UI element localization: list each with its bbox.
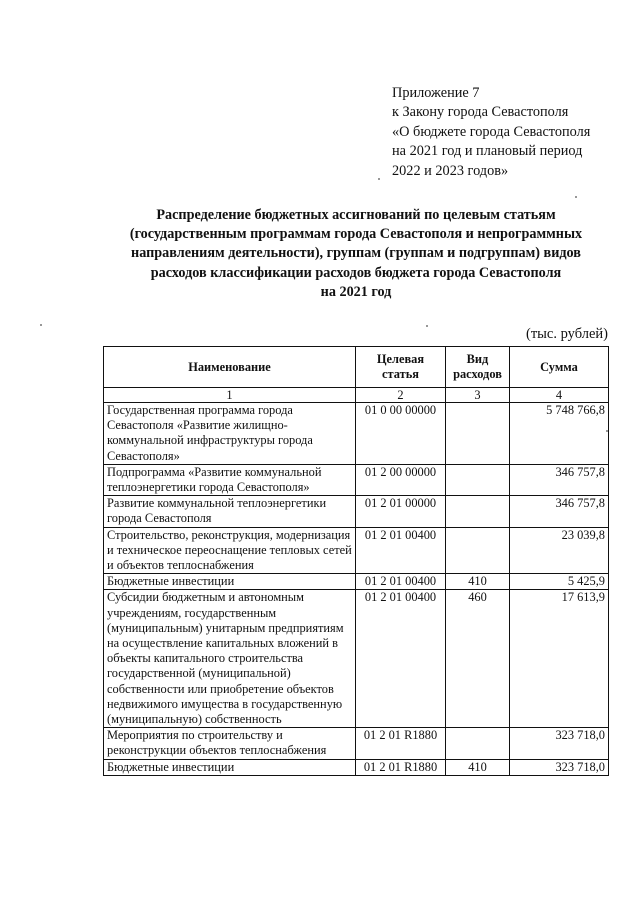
title-line: на 2021 год	[320, 283, 392, 300]
row-code: 01 2 00 00000	[356, 464, 446, 495]
row-name: Бюджетные инвестиции	[104, 759, 356, 775]
header-target-article: Целевая статья	[356, 347, 446, 388]
title-line: направлениям деятельности), группам (группам и подгруппам) видов	[131, 245, 581, 262]
row-name: Мероприятия по строительству и реконструкции объектов теплоснабжения	[104, 728, 356, 759]
table-row	[104, 728, 609, 759]
document-title	[96, 206, 616, 302]
table-row	[104, 496, 609, 527]
row-name: Бюджетные инвестиции	[104, 574, 356, 590]
table-row	[104, 527, 609, 574]
table-row	[104, 759, 609, 775]
column-number-row	[104, 388, 609, 403]
row-name: Развитие коммунальной теплоэнергетики города Севастополя	[104, 496, 356, 527]
column-number: 4	[510, 388, 609, 403]
scan-speck	[426, 325, 428, 327]
header-name: Наименование	[104, 347, 356, 388]
scan-speck	[606, 430, 608, 432]
row-sum: 23 039,8	[510, 527, 609, 574]
row-sum: 323 718,0	[510, 728, 609, 759]
row-sum: 5 748 766,8	[510, 403, 609, 465]
table-row	[104, 590, 609, 728]
table-body	[104, 388, 609, 776]
title-line: Распределение бюджетных ассигнований по целевым статьям	[156, 207, 556, 223]
row-kind: 410	[446, 759, 510, 775]
scan-speck	[40, 324, 42, 326]
row-sum: 323 718,0	[510, 759, 609, 775]
row-sum: 17 613,9	[510, 590, 609, 728]
appendix-line: Приложение 7	[392, 85, 480, 101]
column-number: 3	[446, 388, 510, 403]
row-name: Субсидии бюджетным и автономным учреждениям, государственным (муниципальным) унитарным предприятиям на осуществление капитальных вложений в объекты капитального строительства государственной (муниципальной) собственности или приобретение объектов недвижимого имущества в государственную (муниципальную) собственность	[104, 590, 356, 728]
title-line: расходов классификации расходов бюджета города Севастополя	[150, 264, 562, 281]
header-expense-type: Вид расходов	[446, 347, 510, 388]
units-label: (тыс. рублей)	[526, 326, 608, 342]
row-kind: 410	[446, 574, 510, 590]
row-kind: 460	[446, 590, 510, 728]
budget-table	[103, 346, 609, 776]
appendix-line: к Закону города Севастополя	[392, 104, 569, 121]
row-code: 01 2 01 R1880	[356, 759, 446, 775]
table-row	[104, 574, 609, 590]
row-sum: 346 757,8	[510, 496, 609, 527]
column-number: 2	[356, 388, 446, 403]
row-sum: 346 757,8	[510, 464, 609, 495]
row-code: 01 2 01 00400	[356, 574, 446, 590]
row-sum: 5 425,9	[510, 574, 609, 590]
row-code: 01 2 01 R1880	[356, 728, 446, 759]
table-row	[104, 403, 609, 465]
row-kind	[446, 496, 510, 527]
row-kind	[446, 527, 510, 574]
scan-speck	[378, 178, 380, 180]
row-name: Подпрограмма «Развитие коммунальной теплоэнергетики города Севастополя»	[104, 464, 356, 495]
row-code: 01 0 00 00000	[356, 403, 446, 465]
row-kind	[446, 403, 510, 465]
table-header-row	[104, 347, 609, 388]
title-line: (государственным программам города Севастополя и непрограммных	[129, 226, 583, 243]
column-number: 1	[104, 388, 356, 403]
appendix-line: «О бюджете города Севастополя	[392, 123, 591, 140]
appendix-line: на 2021 год и плановый период	[392, 143, 583, 160]
header-sum: Сумма	[510, 347, 609, 388]
row-code: 01 2 01 00400	[356, 527, 446, 574]
table-row	[104, 464, 609, 495]
appendix-line: 2022 и 2023 годов»	[392, 162, 509, 179]
row-code: 01 2 01 00000	[356, 496, 446, 527]
row-name: Государственная программа города Севастополя «Развитие жилищно-коммунальной инфраструктуры города Севастополя»	[104, 403, 356, 465]
appendix-block	[392, 84, 632, 181]
row-code: 01 2 01 00400	[356, 590, 446, 728]
row-kind	[446, 464, 510, 495]
row-name: Строительство, реконструкция, модернизация и техническое переоснащение тепловых сетей и объектов теплоснабжения	[104, 527, 356, 574]
row-kind	[446, 728, 510, 759]
scan-speck	[575, 196, 577, 198]
